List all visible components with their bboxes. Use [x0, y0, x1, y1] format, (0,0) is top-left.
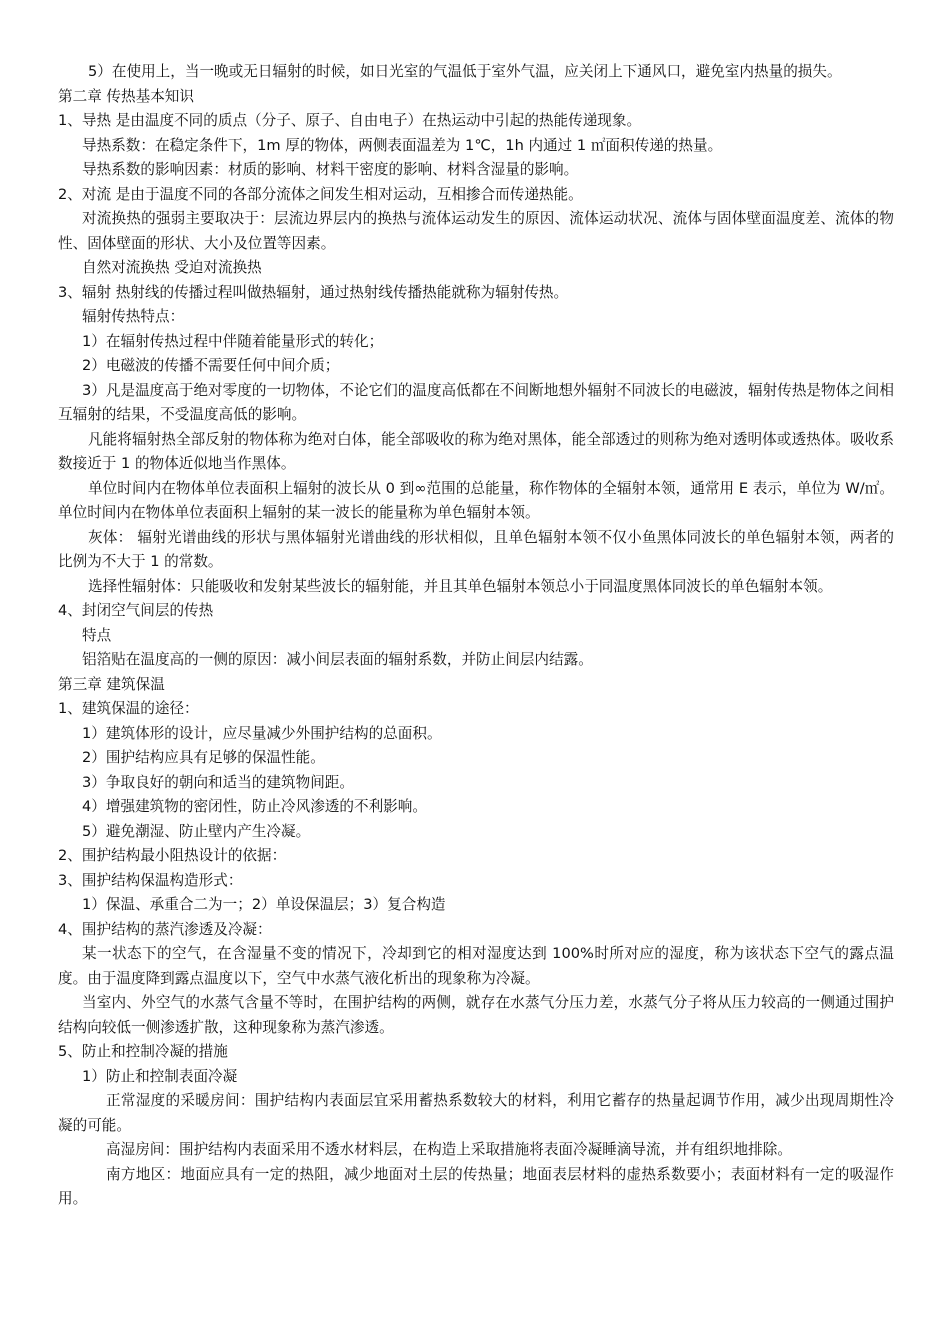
paragraph-construction-forms-list: 1）保温、承重合二为一；2）单设保温层；3）复合构造: [82, 896, 446, 913]
list-item-insulation-1: 1）建筑体形的设计，应尽量减少外围护结构的总面积。: [82, 724, 442, 742]
paragraph-gray-body: 灰体： 辐射光谱曲线的形状与黑体辐射光谱曲线的形状相似，且单色辐射本领不仅小鱼黑体同波长的单色辐射本领，两者的比例为不大于 1 的常数。: [58, 528, 894, 570]
list-item-radiation-2: 2）电磁波的传播不需要任何中间介质；: [82, 357, 340, 374]
list-item-insulation-4: 4）增强建筑物的密闭性，防止冷风渗透的不利影响。: [82, 798, 427, 815]
section-vapor-condensation: 4、围护结构的蒸汽渗透及冷凝：: [58, 920, 272, 938]
section-min-resistance: 2、围护结构最小阻热设计的依据：: [58, 847, 287, 864]
paragraph-1: 5）在使用上，当一晚或无日辐射的时候，如日光室的气温低于室外气温，应关闭上下通风口，避免室内热量的损失。: [88, 63, 842, 80]
paragraph-aluminum-foil: 铝箔贴在温度高的一侧的原因：减小间层表面的辐射系数，并防止间层内结露。: [82, 651, 593, 668]
paragraph-features: 特点: [82, 626, 112, 644]
list-item-surface-condensation: 1）防止和控制表面冷凝: [82, 1067, 238, 1085]
chapter-2-heading: 第二章 传热基本知识: [58, 87, 194, 105]
section-air-layer: 4、封闭空气间层的传热: [58, 602, 214, 619]
list-item-insulation-3: 3）争取良好的朝向和适当的建筑物间距。: [82, 773, 354, 791]
paragraph-conductivity-definition: 导热系数：在稳定条件下，1m 厚的物体，两侧表面温差为 1℃，1h 内通过 1 ㎡面积传递的热量。: [82, 136, 723, 154]
paragraph-dew-point: 某一状态下的空气，在含湿量不变的情况下，冷却到它的相对湿度达到 100%时所对应的湿度，称为该状态下空气的露点温度。由于温度降到露点温度以下，空气中水蒸气液化析出的现象称为冷凝。: [58, 945, 894, 987]
paragraph-white-black-body: 凡能将辐射热全部反射的物体称为绝对白体，能全部吸收的称为绝对黑体，能全部透过的则称为绝对透明体或透热体。吸收系数接近于 1 的物体近似地当作黑体。: [58, 430, 894, 472]
paragraph-southern-region: 南方地区：地面应具有一定的热阻，减少地面对土层的传热量；地面表层材料的虚热系数要小；表面材料有一定的吸湿作用。: [58, 1165, 894, 1207]
list-item-insulation-2: 2）围护结构应具有足够的保温性能。: [82, 749, 325, 766]
paragraph-vapor-permeation: 当室内、外空气的水蒸气含量不等时，在围护结构的两侧，就存在水蒸气分压力差，水蒸气分子将从压力较高的一侧通过围护结构向较低一侧渗透扩散，这种现象称为蒸汽渗透。: [58, 994, 894, 1036]
paragraph-selective-radiator: 选择性辐射体：只能吸收和发射某些波长的辐射能，并且其单色辐射本领总小于同温度黑体同波长的单色辐射本领。: [88, 577, 833, 595]
section-insulation-approaches: 1、建筑保温的途径：: [58, 700, 199, 717]
paragraph-radiation-features-title: 辐射传热特点：: [82, 308, 185, 325]
list-item-insulation-5: 5）避免潮湿、防止壁内产生冷凝。: [82, 822, 311, 840]
chapter-3-heading: 第三章 建筑保温: [58, 675, 165, 693]
section-radiation: 3、辐射 热射线的传播过程叫做热辐射，通过热射线传播热能就称为辐射传热。: [58, 283, 569, 301]
section-condensation-control: 5、防止和控制冷凝的措施: [58, 1043, 228, 1060]
paragraph-normal-humidity-room: 正常湿度的采暖房间：围护结构内表面层宜采用蓄热系数较大的材料，利用它蓄存的热量起调节作用，减少出现周期性冷凝的可能。: [58, 1092, 894, 1134]
list-item-radiation-1: 1）在辐射传热过程中伴随着能量形式的转化；: [82, 332, 384, 350]
list-item-radiation-3: 3）凡是温度高于绝对零度的一切物体，不论它们的温度高低都在不间断地想外辐射不同波长的电磁波，辐射传热是物体之间相互辐射的结果，不受温度高低的影响。: [58, 381, 894, 423]
paragraph-high-humidity-room: 高湿房间：围护结构内表面采用不透水材料层，在构造上采取措施将表面冷凝睡滴导流，并有组织地排除。: [106, 1141, 792, 1158]
paragraph-convection-factors: 对流换热的强弱主要取决于：层流边界层内的换热与流体运动发生的原因、流体运动状况、流体与固体壁面温度差、流体的物性、固体壁面的形状、大小及位置等因素。: [58, 210, 894, 252]
paragraph-conductivity-factors: 导热系数的影响因素：材质的影响、材料干密度的影响、材料含湿量的影响。: [82, 161, 579, 178]
paragraph-emissive-power: 单位时间内在物体单位表面积上辐射的波长从 0 到∞范围的总能量，称作物体的全辐射本领，通常用 E 表示，单位为 W/㎡。单位时间内在物体单位表面积上辐射的某一波长的能量称为单色辐射本领。: [58, 479, 894, 521]
paragraph-convection-types: 自然对流换热 受迫对流换热: [82, 259, 262, 276]
section-construction-forms: 3、围护结构保温构造形式：: [58, 871, 243, 889]
section-convection: 2、对流 是由于温度不同的各部分流体之间发生相对运动，互相掺合而传递热能。: [58, 185, 583, 203]
section-heat-conduction: 1、导热 是由温度不同的质点（分子、原子、自由电子）在热运动中引起的热能传递现象。: [58, 112, 642, 129]
